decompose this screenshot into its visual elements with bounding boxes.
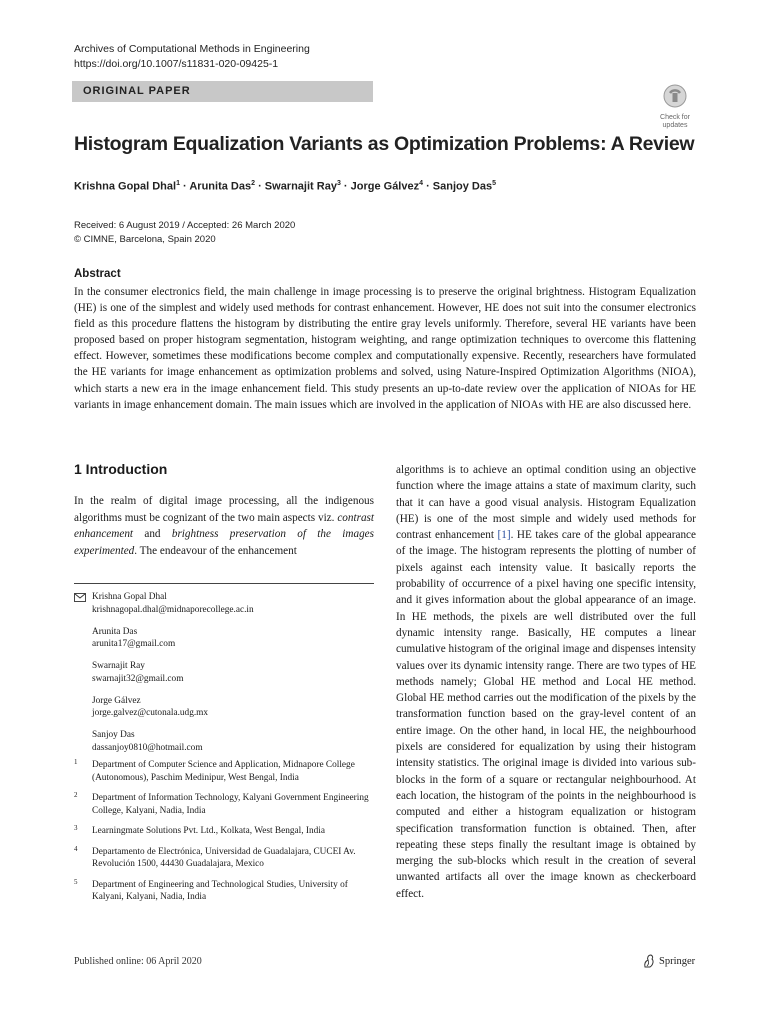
- abstract-text: In the consumer electronics field, the main challenge in image processing is to preserve the original brightness. Histogram Equalization (HE) is one of the simplest and widely used methods for contrast enhancement. However, HE does not suit into the consumer electronics field as this procedure flattens the histogram by distributing the entire gray levels uniformly. Therefore, several HE variants have been proposed based on proper histogram segmentation, histogram weighting, and range optimization techniques to overcome this flattening effect. However, sometimes these modifications become complex and computationally expensive. Recently, researchers have formulated the HE variants for image enhancement as optimization problems and solved, using Nature-Inspired Optimization Algorithms (NIOA), which starts a new era in the image enhancement field. This study presents an up-to-date review over the application of NIOAs for HE variants in image enhancement domain. The main issues which are involved in the application of NIOAs with HE are also discussed here.: [74, 286, 696, 411]
- contact-entry: [74, 695, 374, 720]
- author-contacts: [74, 591, 374, 764]
- citation-link[interactable]: [1]: [497, 529, 511, 542]
- section-heading-introduction: 1 Introduction: [74, 461, 168, 477]
- contact-email[interactable]: jorge.galvez@cutonala.udg.mx: [92, 708, 209, 718]
- publisher-logo: [642, 954, 695, 968]
- contact-name: Krishna Gopal Dhal: [92, 592, 167, 602]
- author-name: Sanjoy Das: [432, 180, 493, 193]
- affiliation-item: [74, 846, 374, 871]
- contact-name: Jorge Gálvez: [92, 695, 141, 706]
- contact-entry: [74, 626, 374, 651]
- author-affil-sup: 5: [492, 180, 497, 187]
- contact-email[interactable]: swarnajit32@gmail.com: [92, 673, 184, 684]
- affiliation-number: 1: [74, 758, 78, 766]
- contact-name: Swarnajit Ray: [92, 661, 145, 671]
- contact-name: Sanjoy Das: [92, 730, 135, 740]
- publisher-name: Springer: [659, 955, 696, 967]
- affiliation-number: 4: [74, 844, 78, 853]
- intro-right-column: [396, 462, 696, 902]
- check-updates-icon: [663, 84, 687, 108]
- author-affil-sup: 4: [419, 180, 424, 187]
- intro-text: . The endeavour of the enhancement: [134, 544, 297, 557]
- intro-emphasis: contrast enhancement: [74, 511, 374, 540]
- journal-header: [74, 42, 310, 72]
- check-updates-line2: updates: [662, 121, 688, 129]
- affiliation-item: [74, 879, 374, 904]
- envelope-icon: [74, 593, 86, 602]
- author-name: Krishna Gopal Dhal: [74, 180, 177, 193]
- published-online: Published online: 06 April 2020: [74, 956, 202, 967]
- affiliation-text: Department of Information Technology, Kalyani Government Engineering College, Kalyani, Nadia, India: [92, 793, 369, 816]
- author-affil-sup: 1: [176, 180, 180, 187]
- received-accepted: Received: 6 August 2019 / Accepted: 26 March 2020: [74, 220, 296, 231]
- affiliation-text: Department of Engineering and Technological Studies, University of Kalyani, Kalyani, Nadia, India: [92, 879, 348, 902]
- footnote-divider: [74, 583, 374, 584]
- author-affil-sup: 3: [336, 180, 341, 187]
- affiliation-item: [74, 825, 374, 838]
- copyright: © CIMNE, Barcelona, Spain 2020: [74, 234, 216, 245]
- article-type-banner: ORIGINAL PAPER: [72, 81, 373, 102]
- journal-name: Archives of Computational Methods in Engineering: [74, 43, 310, 55]
- intro-text: In the realm of digital image processing, all the indigenous algorithms must be cognizant of the two main aspects viz.: [74, 495, 374, 524]
- contact-entry: [74, 729, 374, 754]
- contact-email[interactable]: dassanjoy0810@hotmail.com: [92, 742, 203, 753]
- contact-email[interactable]: krishnagopal.dhal@midnaporecollege.ac.in: [92, 604, 254, 615]
- check-for-updates-badge[interactable]: [655, 84, 695, 129]
- affiliation-number: 3: [74, 824, 78, 832]
- affiliation-item: [74, 759, 374, 784]
- author-affil-sup: 2: [251, 180, 256, 187]
- contact-entry: [74, 591, 374, 616]
- affiliation-number: 2: [74, 791, 78, 799]
- springer-horse-icon: [642, 954, 655, 968]
- intro-text: and: [133, 528, 172, 540]
- abstract-heading: Abstract: [74, 268, 121, 280]
- author-name: Swarnajit Ray: [264, 180, 337, 193]
- affiliations: [74, 759, 374, 912]
- author-list: Krishna Gopal Dhal$^1$ · Arunita Das$^2$ · Swarnajit Ray$^3$ · Jorge Gálvez$^4$ · Sanjoy Das$^5$: [74, 180, 497, 193]
- affiliation-item: [74, 792, 374, 817]
- affiliation-text: Departamento de Electrónica, Universidad de Guadalajara, CUCEI Av. Revolución 1500, 44430 Guadalajara, Mexico: [92, 846, 356, 869]
- affiliation-text: Department of Computer Science and Application, Midnapore College (Autonomous), Paschim Medinipur, West Bengal, India: [92, 760, 355, 783]
- intro-text: algorithms is to achieve an optimal condition using an objective function where the image attains a state of maximum clarity, such that it can have a good visual analysis. Histogram Equalization (HE) is one of the most simple and widely used methods for contrast enhancement: [396, 464, 696, 542]
- paper-title: Histogram Equalization Variants as Optimization Problems: A Review: [74, 133, 695, 155]
- intro-left-column: [74, 493, 374, 559]
- author-name: Jorge Gálvez: [350, 180, 420, 193]
- contact-name: Arunita Das: [92, 626, 138, 637]
- contact-entry: [74, 660, 374, 685]
- author-name: Arunita Das: [189, 180, 252, 193]
- contact-email[interactable]: arunita17@gmail.com: [92, 639, 176, 649]
- check-updates-line1: Check for: [660, 114, 690, 121]
- doi-link[interactable]: https://doi.org/10.1007/s11831-020-09425-1: [74, 58, 279, 70]
- article-dates: [74, 219, 295, 247]
- affiliation-number: 5: [74, 877, 78, 886]
- affiliation-text: Learningmate Solutions Pvt. Ltd., Kolkata, West Bengal, India: [92, 826, 326, 836]
- intro-text: . HE takes care of the global appearance of the image. The histogram represents the plotting of number of pixels against each intensity value. It basically reports the probability of occurrence of a pixel having one specific intensity, and it gives information about the global appearance of an image. In HE methods, the pixels are well distributed over the full dynamic intensity range. Basically, HE computes a linear cumulative histogram of the original image and dispenses intensity values over its dynamic intensity range. There are two types of HE methods namely; Global HE method and Local HE method. Global HE method carries out the modification of the pixels by the transformation function based on the gray-level content of an entire image. On the other hand, in local HE, the neighbourhood pixels are considered for equalization by using their histogram intensity statistics. The original image is divided into various sub-blocks in the form of a square or rectangular neighbourhood. At each location, the histogram of the points in the neighbourhood is computed and either a histogram equalization or histogram specification transformation function is obtained. Then, after repeating these steps finally the resultant image is obtained by merging the sub-blocks which result in the creation of several unwanted artifacts all over the image known as checkerboard effect.: [396, 529, 696, 900]
- intro-emphasis: brightness preservation of the images experimented: [74, 528, 374, 557]
